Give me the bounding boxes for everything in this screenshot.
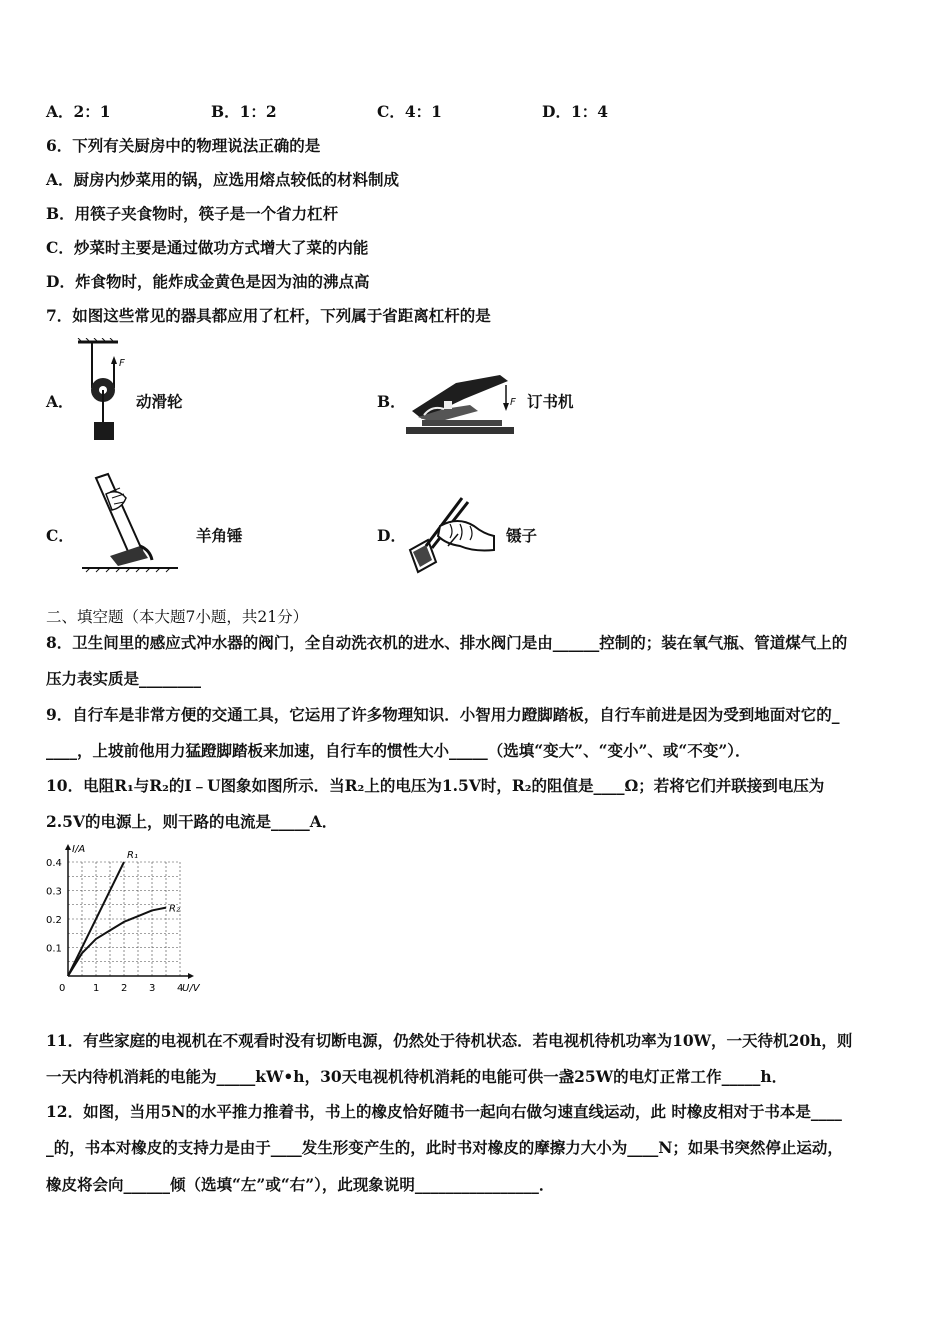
x-tick-label: 0 <box>59 983 66 994</box>
section-2-heading: 二、填空题（本大题7小题，共21分） <box>46 608 309 626</box>
y-axis-arrow <box>65 844 71 850</box>
chart-grid <box>68 862 180 976</box>
x-tick-label: 1 <box>93 983 100 994</box>
x-axis-arrow <box>188 973 194 979</box>
q10-line-2: 2.5V的电源上，则干路的电流是_____A． <box>46 812 338 831</box>
q6-option-c: C．炒菜时主要是通过做功方式增大了菜的内能 <box>46 238 369 257</box>
series-line-R2 <box>68 908 166 976</box>
x-tick-label: 3 <box>149 983 156 994</box>
q6-option-b: B．用筷子夹食物时，筷子是一个省力杠杆 <box>46 204 339 223</box>
q12-line-3: 橡皮将会向______倾（选填“左”或“右”），此现象说明________________． <box>46 1175 555 1194</box>
q7-option-d-label: 镊子 <box>506 526 538 545</box>
pulley-force-label: F <box>119 358 125 369</box>
movable-pulley-figure <box>72 338 132 444</box>
iu-graph <box>40 840 220 1000</box>
x-axis-label: U/V <box>182 983 200 994</box>
q8-line-1: 8．卫生间里的感应式冲水器的阀门，全自动洗衣机的进水、排水阀门是由______控制的；装在氧气瓶、管道煤气上的 <box>46 633 848 652</box>
q6-stem: 6．下列有关厨房中的物理说法正确的是 <box>46 136 321 155</box>
q10-line-1: 10．电阻R₁与R₂的I﹣U图象如图所示．当R₂上的电压为1.5V时，R₂的阻值是____Ω；若将它们并联接到电压为 <box>46 776 825 795</box>
series-label-R2: R₂ <box>169 903 180 915</box>
q6-option-a: A．厨房内炒菜用的锅，应选用熔点较低的材料制成 <box>46 170 400 189</box>
q12-line-2: _的，书本对橡皮的支持力是由于____发生形变产生的，此时书对橡皮的摩擦力大小为____N；如果书突然停止运动， <box>46 1138 843 1157</box>
q9-line-1: 9．自行车是非常方便的交通工具，它运用了许多物理知识．小智用力蹬脚踏板，自行车前进是因为受到地面对它的_ <box>46 705 840 724</box>
q7-option-c-letter: C． <box>46 526 74 545</box>
tweezers-figure <box>404 490 500 576</box>
x-tick-label: 4 <box>177 983 184 994</box>
stapler-force-label: F <box>510 397 516 408</box>
q6-option-d: D．炸食物时，能炸成金黄色是因为油的沸点高 <box>46 272 370 291</box>
q7-option-c-label: 羊角锤 <box>196 526 243 545</box>
q5-option-a: A．2：1 <box>46 102 111 121</box>
claw-hammer-figure <box>80 470 180 576</box>
q7-stem: 7．如图这些常见的器具都应用了杠杆，下列属于省距离杠杆的是 <box>46 306 491 325</box>
q5-option-c: C．4：1 <box>377 102 442 121</box>
x-tick-label: 2 <box>121 983 128 994</box>
q7-option-d-letter: D． <box>377 526 406 545</box>
q8-line-2: 压力表实质是________ <box>46 669 202 688</box>
q7-option-a-letter: A． <box>46 392 74 411</box>
q11-line-2: 一天内待机消耗的电能为_____kW•h，30天电视机待机消耗的电能可供一盏25W的电灯正常工作_____h． <box>46 1067 788 1086</box>
chart-series <box>68 850 180 976</box>
chart-ticks <box>46 858 183 994</box>
y-tick-label: 0.2 <box>46 915 62 926</box>
y-axis-label: I/A <box>72 844 86 855</box>
y-tick-label: 0.1 <box>46 943 62 955</box>
series-label-R1: R₁ <box>127 850 138 861</box>
q12-line-1: 12．如图，当用5N的水平推力推着书，书上的橡皮恰好随书一起向右做匀速直线运动，此 时橡皮相对于书本是____ <box>46 1102 842 1121</box>
stapler-figure <box>404 365 524 439</box>
q7-option-b-letter: B． <box>377 392 406 411</box>
q7-option-a-label: 动滑轮 <box>136 392 183 411</box>
q9-line-2: ____，上坡前他用力猛蹬脚踏板来加速，自行车的惯性大小_____（选填“变大”、“变小”、或“不变”）． <box>46 741 751 760</box>
q7-option-b-label: 订书机 <box>527 392 574 411</box>
y-tick-label: 0.4 <box>46 858 62 869</box>
y-tick-label: 0.3 <box>46 886 62 898</box>
q11-line-1: 11．有些家庭的电视机在不观看时没有切断电源，仍然处于待机状态．若电视机待机功率为10W，一天待机20h，则 <box>46 1031 853 1050</box>
q5-option-b: B．1：2 <box>211 102 277 121</box>
q5-option-d: D．1：4 <box>542 102 609 121</box>
